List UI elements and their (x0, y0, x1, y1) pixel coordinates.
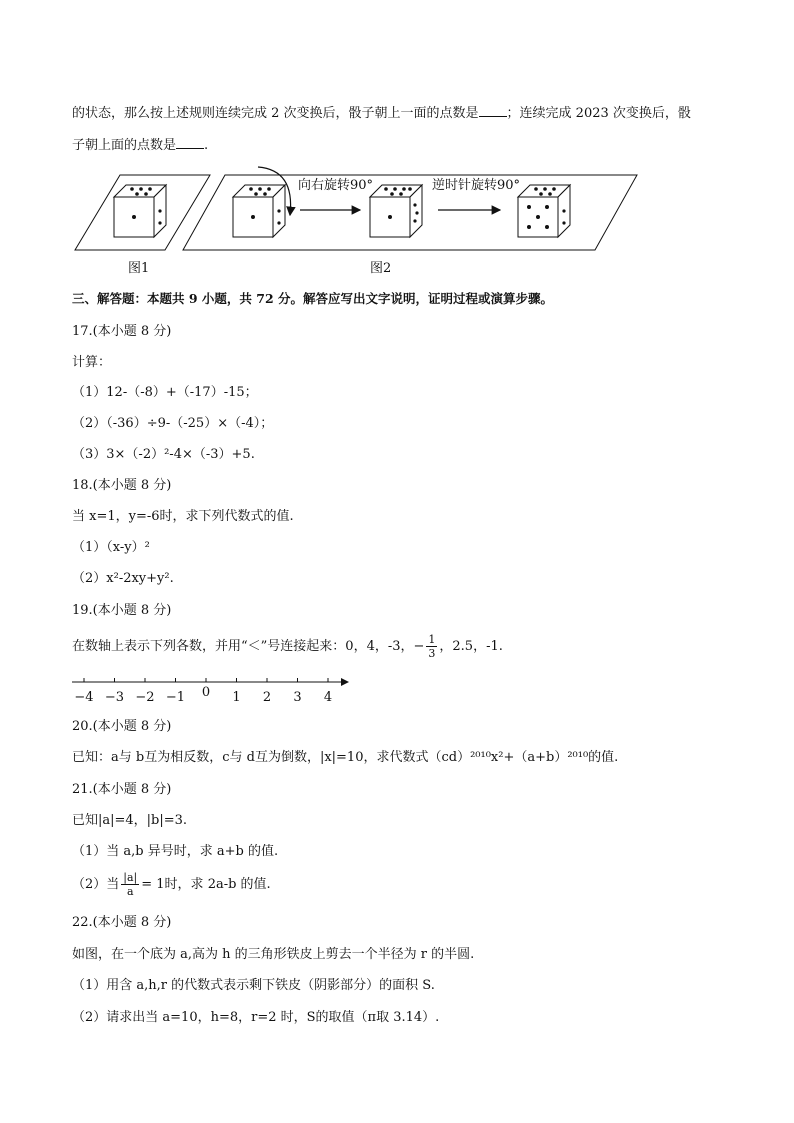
number-line-tick-label: 4 (323, 690, 333, 705)
q21-frac-den: a (126, 885, 134, 898)
q20-text: 已知：a与 b互为相反数，c与 d互为倒数，|x|=10，求代数式（cd）²⁰¹⁰x²+（a+b）²⁰¹⁰的值. (72, 750, 619, 765)
q22-header: 22.(本小题 8 分) (72, 915, 172, 930)
number-line-tick-label: −4 (74, 690, 94, 705)
q19-prompt-a: 在数轴上表示下列各数，并用“＜”号连接起来：0，4，-3，− (72, 639, 425, 654)
number-line-tick-label: 1 (232, 690, 241, 705)
number-line-tick-label: −2 (135, 690, 155, 705)
answer-blank-1 (479, 104, 507, 117)
q21-fraction (121, 871, 139, 898)
q19-fraction (426, 633, 437, 660)
q19-prompt-b: ，2.5，-1. (439, 639, 503, 654)
section-title: 三、解答题：本题共 9 小题，共 72 分。解答应写出文字说明，证明过程或演算步骤。 (72, 291, 554, 306)
q21-item-2b: = 1时，求 2a-b 的值. (141, 877, 271, 892)
q22-item-2: （2）请求出当 a=10，h=8，r=2 时，S的取值（π取 3.14）. (72, 1010, 440, 1025)
q17-item-1: （1）12-（-8）+（-17）-15； (72, 385, 258, 400)
number-line (66, 672, 366, 708)
intro-text-2a: 子朝上面的点数是 (72, 138, 177, 153)
number-line-tick-label: −1 (165, 690, 186, 705)
q21-given: 已知|a|=4，|b|=3. (72, 813, 188, 828)
intro-text-2b: . (204, 138, 209, 153)
q22-item-1: （1）用含 a,h,r 的代数式表示剩下铁皮（阴影部分）的面积 S. (72, 978, 435, 993)
q21-item-1: （1）当 a,b 异号时，求 a+b 的值. (72, 844, 279, 859)
answer-blank-2 (176, 136, 204, 149)
arrow2-label: 逆时针旋转90° (432, 178, 521, 193)
q18-item-2: （2）x²-2xy+y². (72, 571, 174, 586)
fig2-die-3 (518, 185, 570, 237)
q17-header: 17.(本小题 8 分) (72, 324, 172, 339)
number-line-tick-label: 2 (262, 690, 272, 705)
intro-text-1b: ；连续完成 2023 次变换后，骰 (506, 106, 691, 121)
number-line-tick-label: 0 (201, 685, 211, 700)
q19-prompt (72, 632, 503, 662)
q17-prompt: 计算： (72, 355, 112, 370)
q21-header: 21.(本小题 8 分) (72, 782, 172, 797)
q22-text: 如图，在一个底为 a,高为 h 的三角形铁皮上剪去一个半径为 r 的半圆. (72, 947, 475, 962)
number-line-tick-label: 3 (293, 690, 302, 705)
q19-frac-den: 3 (428, 647, 436, 660)
intro-text-1a: 的状态，那么按上述规则连续完成 2 次变换后，骰子朝上一面的点数是 (72, 106, 479, 121)
q19-header: 19.(本小题 8 分) (72, 603, 172, 618)
q18-header: 18.(本小题 8 分) (72, 478, 172, 493)
fig1-label: 图1 (128, 261, 150, 276)
intro-line-2 (72, 136, 208, 155)
q21-frac-num: |a| (123, 871, 138, 884)
q18-prompt: 当 x=1，y=-6时，求下列代数式的值. (72, 509, 294, 524)
fig1-die (114, 185, 166, 237)
q21-item-2a: （2）当 (72, 877, 120, 892)
q17-item-3: （3）3×（-2）²-4×（-3）+5. (72, 447, 255, 462)
q17-item-2: （2）（-36）÷9-（-25）×（-4）； (72, 416, 274, 431)
fig2-die-1 (233, 185, 285, 237)
q18-item-1: （1）（x-y）² (72, 540, 150, 555)
fig2-die-2 (370, 185, 422, 237)
dice-figure (70, 165, 650, 280)
arrow1-label: 向右旋转90° (298, 178, 374, 193)
q20-header: 20.(本小题 8 分) (72, 719, 172, 734)
fig2-label: 图2 (370, 261, 392, 276)
intro-line-1 (72, 104, 691, 123)
q19-frac-num: 1 (428, 633, 436, 646)
q21-item-2 (72, 870, 271, 900)
number-line-tick-label: −3 (104, 690, 125, 705)
